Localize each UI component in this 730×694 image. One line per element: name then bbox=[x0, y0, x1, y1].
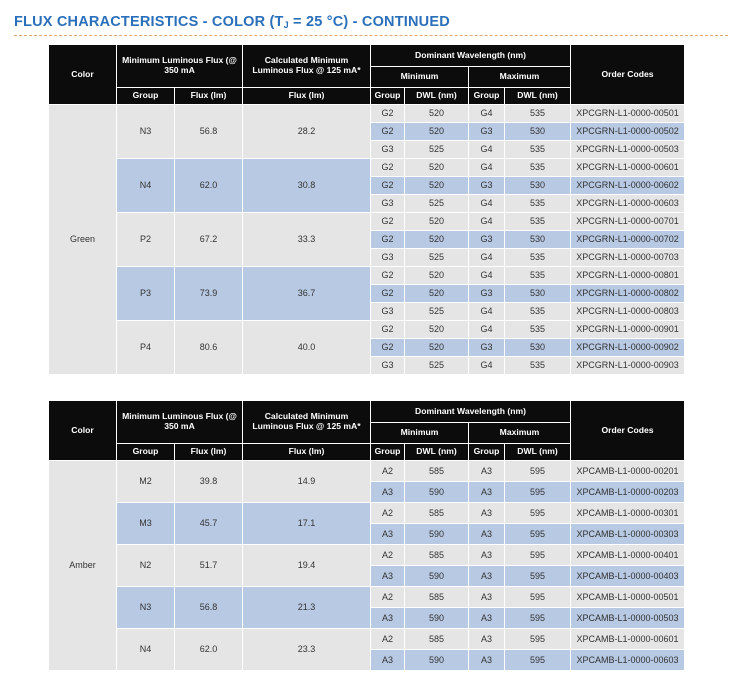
max-dwl-cell: 595 bbox=[505, 503, 571, 524]
order-code-cell: XPCGRN-L1-0000-00503 bbox=[571, 141, 685, 159]
max-dwl-cell: 535 bbox=[505, 321, 571, 339]
header-group: Group bbox=[117, 444, 175, 461]
table-row bbox=[49, 159, 685, 177]
order-code-cell: XPCAMB-L1-0000-00503 bbox=[571, 608, 685, 629]
max-group-cell: G3 bbox=[469, 285, 505, 303]
page-title: FLUX CHARACTERISTICS - COLOR ($T_J = 25$ °C) - CONTINUED bbox=[14, 14, 450, 30]
header-flux-lm: Flux (lm) bbox=[175, 444, 243, 461]
min-dwl-cell: 520 bbox=[405, 231, 469, 249]
color-cell: Green bbox=[49, 105, 117, 375]
order-code-cell: XPCAMB-L1-0000-00401 bbox=[571, 545, 685, 566]
header-min-luminous-flux: Minimum Luminous Flux (@ 350 mA bbox=[117, 401, 243, 444]
min-dwl-cell: 520 bbox=[405, 213, 469, 231]
calc-flux-cell: 21.3 bbox=[243, 587, 371, 629]
min-dwl-cell: 520 bbox=[405, 339, 469, 357]
group-cell: P4 bbox=[117, 321, 175, 375]
min-dwl-cell: 520 bbox=[405, 123, 469, 141]
max-group-cell: G4 bbox=[469, 267, 505, 285]
min-dwl-cell: 520 bbox=[405, 159, 469, 177]
header-flux-lm: Flux (lm) bbox=[175, 88, 243, 105]
min-dwl-cell: 520 bbox=[405, 285, 469, 303]
min-group-cell: G3 bbox=[371, 141, 405, 159]
max-group-cell: G4 bbox=[469, 159, 505, 177]
order-code-cell: XPCGRN-L1-0000-00803 bbox=[571, 303, 685, 321]
group-cell: P3 bbox=[117, 267, 175, 321]
min-group-cell: G2 bbox=[371, 213, 405, 231]
min-group-cell: G3 bbox=[371, 249, 405, 267]
max-dwl-cell: 595 bbox=[505, 482, 571, 503]
min-dwl-cell: 525 bbox=[405, 195, 469, 213]
max-dwl-cell: 595 bbox=[505, 650, 571, 671]
max-group-cell: A3 bbox=[469, 650, 505, 671]
max-group-cell: G4 bbox=[469, 141, 505, 159]
order-code-cell: XPCGRN-L1-0000-00502 bbox=[571, 123, 685, 141]
header-min-dwl: DWL (nm) bbox=[405, 444, 469, 461]
max-dwl-cell: 595 bbox=[505, 524, 571, 545]
min-group-cell: A2 bbox=[371, 503, 405, 524]
group-cell: N4 bbox=[117, 159, 175, 213]
min-group-cell: G3 bbox=[371, 195, 405, 213]
order-code-cell: XPCGRN-L1-0000-00501 bbox=[571, 105, 685, 123]
flux-table-amber bbox=[48, 400, 685, 671]
calc-flux-cell: 14.9 bbox=[243, 461, 371, 503]
flux-cell: 73.9 bbox=[175, 267, 243, 321]
max-dwl-cell: 535 bbox=[505, 105, 571, 123]
max-dwl-cell: 535 bbox=[505, 267, 571, 285]
calc-flux-cell: 28.2 bbox=[243, 105, 371, 159]
order-code-cell: XPCAMB-L1-0000-00601 bbox=[571, 629, 685, 650]
max-group-cell: G3 bbox=[469, 231, 505, 249]
header-color: Color bbox=[49, 45, 117, 105]
calc-flux-cell: 23.3 bbox=[243, 629, 371, 671]
min-dwl-cell: 585 bbox=[405, 545, 469, 566]
min-group-cell: G2 bbox=[371, 231, 405, 249]
calc-flux-cell: 36.7 bbox=[243, 267, 371, 321]
max-dwl-cell: 535 bbox=[505, 249, 571, 267]
header-minimum: Minimum bbox=[371, 423, 469, 444]
flux-cell: 62.0 bbox=[175, 629, 243, 671]
max-dwl-cell: 595 bbox=[505, 608, 571, 629]
max-dwl-cell: 535 bbox=[505, 159, 571, 177]
header-calculated-flux: Calculated Minimum Luminous Flux @ 125 mA* bbox=[243, 401, 371, 444]
header-min-dwl: DWL (nm) bbox=[405, 88, 469, 105]
calc-flux-cell: 30.8 bbox=[243, 159, 371, 213]
max-group-cell: G4 bbox=[469, 249, 505, 267]
group-cell: N2 bbox=[117, 545, 175, 587]
header-min-group: Group bbox=[371, 88, 405, 105]
order-code-cell: XPCGRN-L1-0000-00603 bbox=[571, 195, 685, 213]
max-dwl-cell: 595 bbox=[505, 629, 571, 650]
min-group-cell: G2 bbox=[371, 123, 405, 141]
max-group-cell: A3 bbox=[469, 545, 505, 566]
min-dwl-cell: 585 bbox=[405, 587, 469, 608]
min-dwl-cell: 590 bbox=[405, 524, 469, 545]
flux-cell: 62.0 bbox=[175, 159, 243, 213]
calc-flux-cell: 17.1 bbox=[243, 503, 371, 545]
header-group: Group bbox=[117, 88, 175, 105]
table-row bbox=[49, 267, 685, 285]
min-group-cell: A2 bbox=[371, 461, 405, 482]
group-cell: M3 bbox=[117, 503, 175, 545]
max-group-cell: A3 bbox=[469, 524, 505, 545]
min-dwl-cell: 590 bbox=[405, 566, 469, 587]
min-group-cell: A3 bbox=[371, 482, 405, 503]
max-dwl-cell: 530 bbox=[505, 177, 571, 195]
order-code-cell: XPCAMB-L1-0000-00403 bbox=[571, 566, 685, 587]
max-dwl-cell: 530 bbox=[505, 231, 571, 249]
header-order-codes: Order Codes bbox=[571, 401, 685, 461]
header-max-dwl: DWL (nm) bbox=[505, 444, 571, 461]
order-code-cell: XPCGRN-L1-0000-00703 bbox=[571, 249, 685, 267]
order-code-cell: XPCGRN-L1-0000-00902 bbox=[571, 339, 685, 357]
order-code-cell: XPCGRN-L1-0000-00701 bbox=[571, 213, 685, 231]
flux-cell: 67.2 bbox=[175, 213, 243, 267]
max-group-cell: A3 bbox=[469, 587, 505, 608]
header-dominant-wavelength: Dominant Wavelength (nm) bbox=[371, 401, 571, 423]
min-group-cell: A2 bbox=[371, 545, 405, 566]
max-group-cell: A3 bbox=[469, 566, 505, 587]
order-code-cell: XPCGRN-L1-0000-00901 bbox=[571, 321, 685, 339]
header-maximum: Maximum bbox=[469, 67, 571, 88]
max-group-cell: G4 bbox=[469, 321, 505, 339]
header-calc-flux-lm: Flux (lm) bbox=[243, 444, 371, 461]
min-dwl-cell: 585 bbox=[405, 503, 469, 524]
group-cell: P2 bbox=[117, 213, 175, 267]
min-dwl-cell: 590 bbox=[405, 650, 469, 671]
max-dwl-cell: 535 bbox=[505, 303, 571, 321]
max-group-cell: A3 bbox=[469, 482, 505, 503]
order-code-cell: XPCAMB-L1-0000-00203 bbox=[571, 482, 685, 503]
flux-cell: 56.8 bbox=[175, 587, 243, 629]
order-code-cell: XPCGRN-L1-0000-00801 bbox=[571, 267, 685, 285]
header-minimum: Minimum bbox=[371, 67, 469, 88]
min-dwl-cell: 525 bbox=[405, 249, 469, 267]
max-group-cell: A3 bbox=[469, 608, 505, 629]
color-cell: Amber bbox=[49, 461, 117, 671]
max-dwl-cell: 595 bbox=[505, 461, 571, 482]
max-group-cell: A3 bbox=[469, 461, 505, 482]
max-dwl-cell: 530 bbox=[505, 339, 571, 357]
header-order-codes: Order Codes bbox=[571, 45, 685, 105]
min-group-cell: G2 bbox=[371, 105, 405, 123]
min-dwl-cell: 585 bbox=[405, 461, 469, 482]
min-dwl-cell: 590 bbox=[405, 608, 469, 629]
min-dwl-cell: 520 bbox=[405, 105, 469, 123]
min-group-cell: A3 bbox=[371, 608, 405, 629]
header-min-group: Group bbox=[371, 444, 405, 461]
flux-cell: 45.7 bbox=[175, 503, 243, 545]
order-code-cell: XPCGRN-L1-0000-00602 bbox=[571, 177, 685, 195]
min-group-cell: A3 bbox=[371, 566, 405, 587]
header-calc-flux-lm: Flux (lm) bbox=[243, 88, 371, 105]
table-row bbox=[49, 213, 685, 231]
order-code-cell: XPCAMB-L1-0000-00303 bbox=[571, 524, 685, 545]
table-row bbox=[49, 587, 685, 608]
max-dwl-cell: 595 bbox=[505, 587, 571, 608]
flux-table-green bbox=[48, 44, 685, 375]
table-row bbox=[49, 461, 685, 482]
flux-cell: 56.8 bbox=[175, 105, 243, 159]
min-dwl-cell: 520 bbox=[405, 321, 469, 339]
group-cell: N3 bbox=[117, 587, 175, 629]
max-group-cell: A3 bbox=[469, 629, 505, 650]
header-max-group: Group bbox=[469, 444, 505, 461]
title-divider bbox=[14, 35, 728, 36]
flux-cell: 39.8 bbox=[175, 461, 243, 503]
min-dwl-cell: 585 bbox=[405, 629, 469, 650]
order-code-cell: XPCGRN-L1-0000-00702 bbox=[571, 231, 685, 249]
max-dwl-cell: 530 bbox=[505, 123, 571, 141]
max-group-cell: G3 bbox=[469, 177, 505, 195]
max-dwl-cell: 535 bbox=[505, 141, 571, 159]
calc-flux-cell: 33.3 bbox=[243, 213, 371, 267]
order-code-cell: XPCGRN-L1-0000-00601 bbox=[571, 159, 685, 177]
max-dwl-cell: 530 bbox=[505, 285, 571, 303]
table-row bbox=[49, 105, 685, 123]
order-code-cell: XPCAMB-L1-0000-00201 bbox=[571, 461, 685, 482]
min-dwl-cell: 525 bbox=[405, 141, 469, 159]
table-row bbox=[49, 503, 685, 524]
min-group-cell: G3 bbox=[371, 357, 405, 375]
min-group-cell: A3 bbox=[371, 650, 405, 671]
header-color: Color bbox=[49, 401, 117, 461]
max-dwl-cell: 535 bbox=[505, 195, 571, 213]
group-cell: N3 bbox=[117, 105, 175, 159]
header-calculated-flux: Calculated Minimum Luminous Flux @ 125 mA* bbox=[243, 45, 371, 88]
order-code-cell: XPCAMB-L1-0000-00501 bbox=[571, 587, 685, 608]
calc-flux-cell: 19.4 bbox=[243, 545, 371, 587]
max-dwl-cell: 535 bbox=[505, 213, 571, 231]
calc-flux-cell: 40.0 bbox=[243, 321, 371, 375]
flux-cell: 80.6 bbox=[175, 321, 243, 375]
min-group-cell: G3 bbox=[371, 303, 405, 321]
table-row bbox=[49, 545, 685, 566]
min-dwl-cell: 590 bbox=[405, 482, 469, 503]
max-group-cell: G4 bbox=[469, 213, 505, 231]
min-dwl-cell: 525 bbox=[405, 303, 469, 321]
max-dwl-cell: 595 bbox=[505, 566, 571, 587]
max-group-cell: G4 bbox=[469, 357, 505, 375]
group-cell: N4 bbox=[117, 629, 175, 671]
max-group-cell: A3 bbox=[469, 503, 505, 524]
order-code-cell: XPCGRN-L1-0000-00802 bbox=[571, 285, 685, 303]
min-group-cell: A2 bbox=[371, 587, 405, 608]
min-group-cell: G2 bbox=[371, 159, 405, 177]
max-group-cell: G4 bbox=[469, 195, 505, 213]
table-row bbox=[49, 321, 685, 339]
max-group-cell: G3 bbox=[469, 339, 505, 357]
order-code-cell: XPCAMB-L1-0000-00301 bbox=[571, 503, 685, 524]
min-group-cell: G2 bbox=[371, 321, 405, 339]
max-group-cell: G3 bbox=[469, 123, 505, 141]
max-dwl-cell: 535 bbox=[505, 357, 571, 375]
group-cell: M2 bbox=[117, 461, 175, 503]
max-dwl-cell: 595 bbox=[505, 545, 571, 566]
header-min-luminous-flux: Minimum Luminous Flux (@ 350 mA bbox=[117, 45, 243, 88]
min-group-cell: A3 bbox=[371, 524, 405, 545]
order-code-cell: XPCGRN-L1-0000-00903 bbox=[571, 357, 685, 375]
min-group-cell: A2 bbox=[371, 629, 405, 650]
max-group-cell: G4 bbox=[469, 105, 505, 123]
min-group-cell: G2 bbox=[371, 339, 405, 357]
min-dwl-cell: 520 bbox=[405, 267, 469, 285]
header-max-group: Group bbox=[469, 88, 505, 105]
min-dwl-cell: 520 bbox=[405, 177, 469, 195]
table-row bbox=[49, 629, 685, 650]
header-max-dwl: DWL (nm) bbox=[505, 88, 571, 105]
min-dwl-cell: 525 bbox=[405, 357, 469, 375]
flux-cell: 51.7 bbox=[175, 545, 243, 587]
min-group-cell: G2 bbox=[371, 177, 405, 195]
order-code-cell: XPCAMB-L1-0000-00603 bbox=[571, 650, 685, 671]
header-maximum: Maximum bbox=[469, 423, 571, 444]
min-group-cell: G2 bbox=[371, 285, 405, 303]
header-dominant-wavelength: Dominant Wavelength (nm) bbox=[371, 45, 571, 67]
max-group-cell: G4 bbox=[469, 303, 505, 321]
min-group-cell: G2 bbox=[371, 267, 405, 285]
